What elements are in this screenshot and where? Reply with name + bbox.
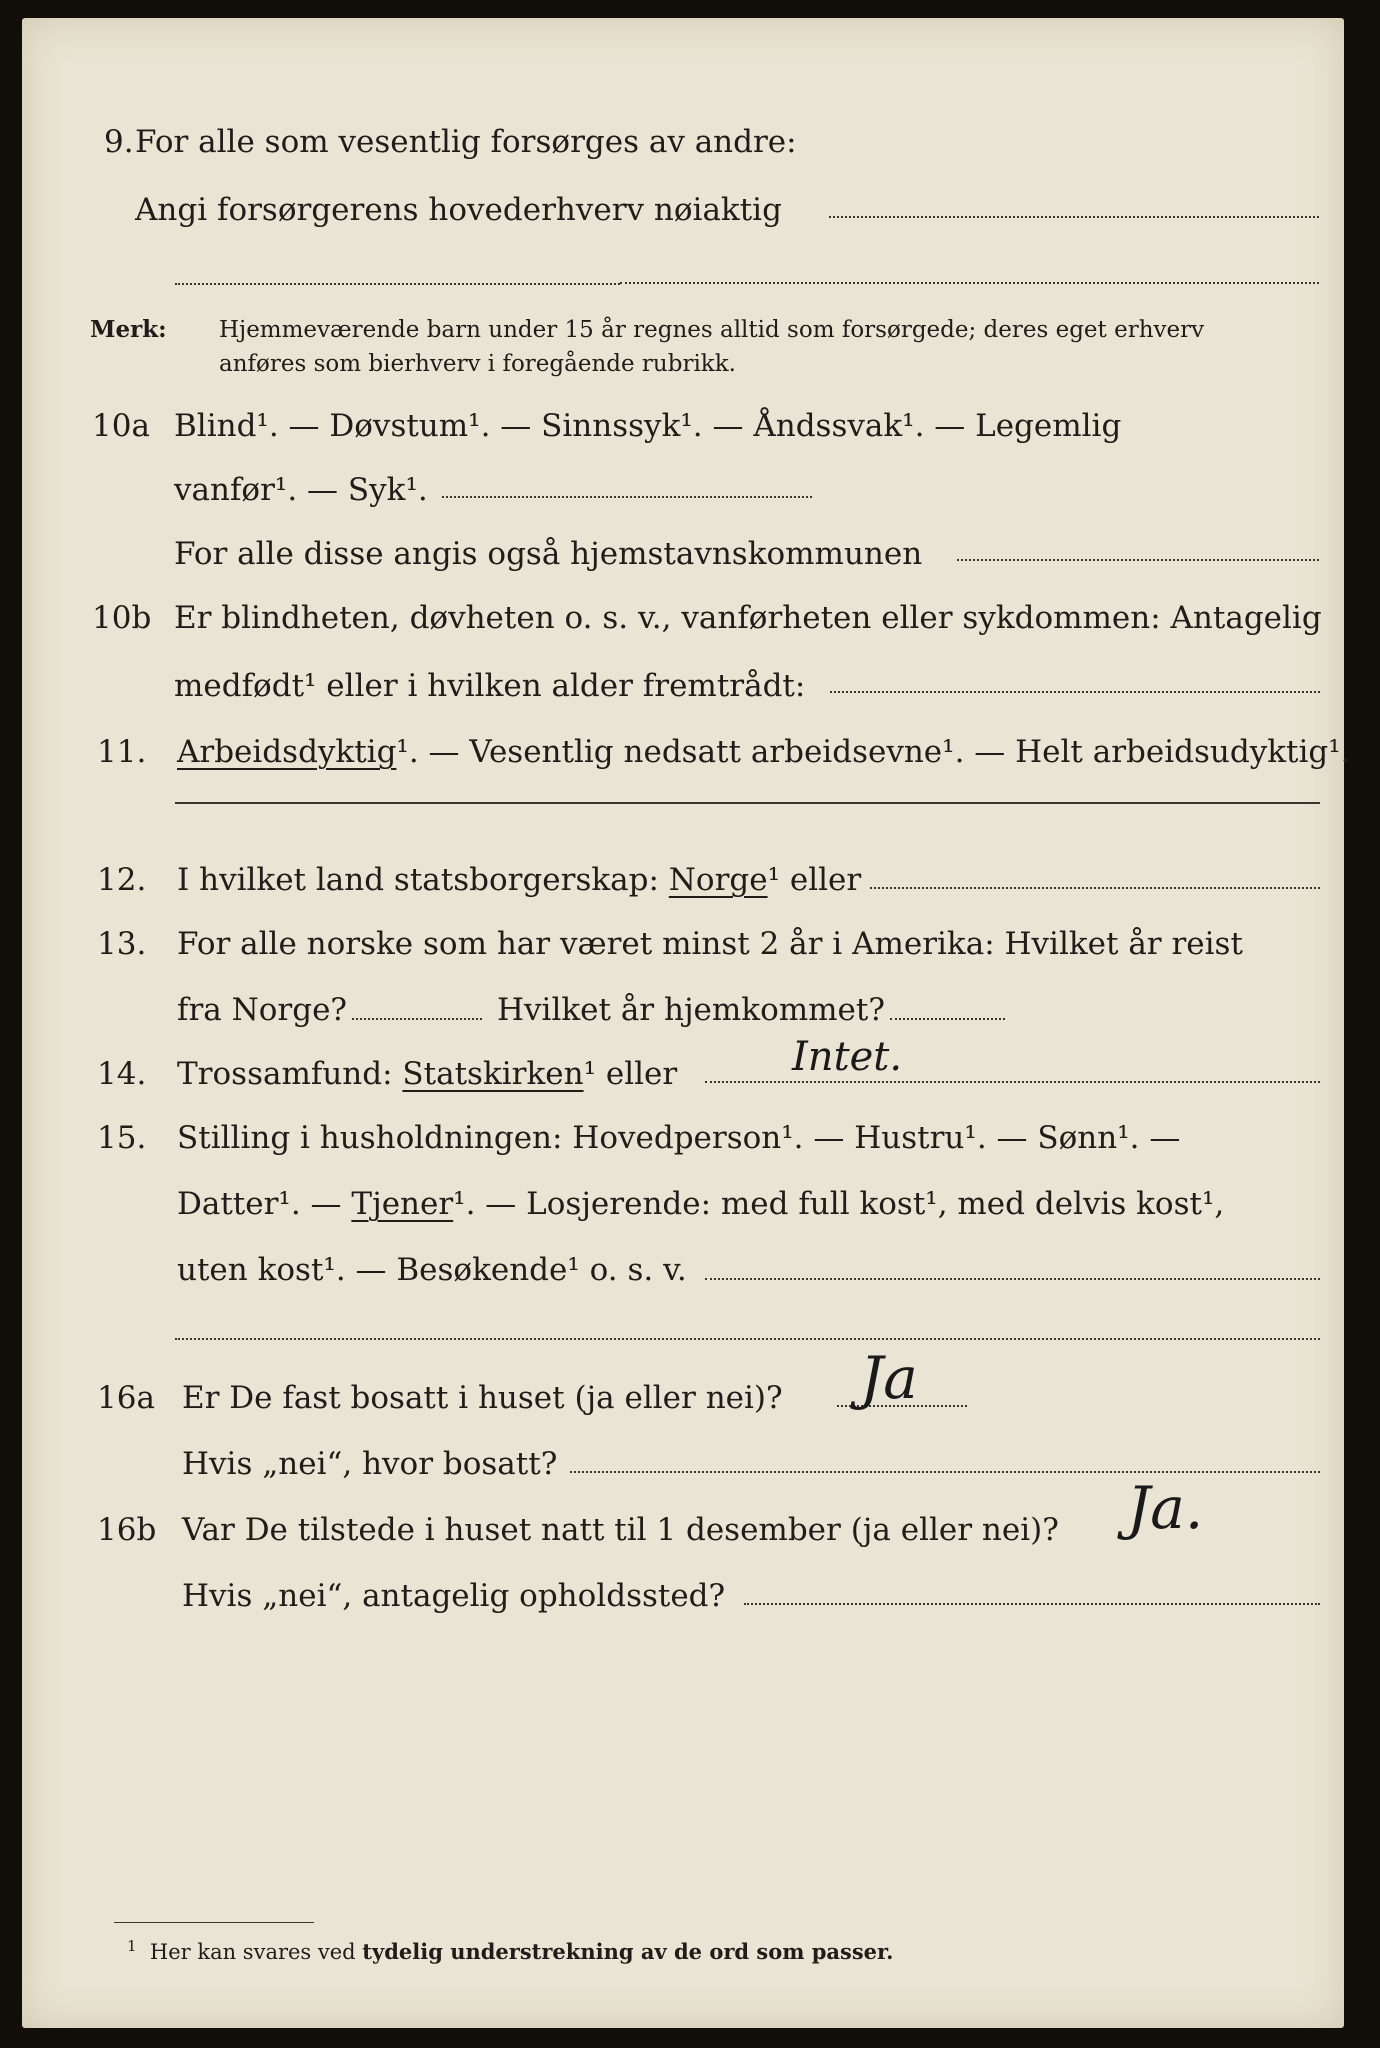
q15-line3: uten kost¹. — Besøkende¹ o. s. v. [177, 1252, 687, 1288]
q14-prefix: Trossamfund: [177, 1056, 403, 1092]
q14-answer-line [705, 1081, 1320, 1083]
footnote-bold-text: tydelig understrekning av de ord som passer. [362, 1939, 894, 1964]
q9-extra-line-right [620, 282, 1319, 284]
q15-line2 [177, 1184, 1224, 1224]
q11-rest: ¹. — Vesentlig nedsatt arbeidsevne¹. — Helt arbeidsudyktig¹. [396, 734, 1351, 770]
census-form-page [22, 18, 1351, 2028]
q13-hjemkommet-line [890, 1018, 1005, 1020]
q13-line2b: Hvilket år hjemkommet? [497, 992, 885, 1028]
q15-line2a: Datter¹. — [177, 1186, 352, 1222]
q16a-number: 16a [97, 1380, 155, 1416]
q10b-line1: Er blindheten, døvheten o. s. v., vanførheten eller sykdommen: Antagelig [174, 600, 1322, 636]
q15-tjener: Tjener [351, 1186, 454, 1222]
q9-extra-line-left [175, 283, 620, 285]
q12-number: 12. [97, 862, 147, 898]
q16b-handwritten-answer: Ja. [1127, 1474, 1204, 1542]
q9-line1: For alle som vesentlig forsørges av andre: [135, 124, 797, 160]
q9-number: 9. [104, 124, 134, 160]
q11-answer-line [175, 802, 1320, 804]
footnote-text: Her kan svares ved [149, 1940, 363, 1964]
merk-line1: Hjemmeværende barn under 15 år regnes alltid som forsørgede; deres eget erhverv [219, 317, 1205, 343]
q10a-number: 10a [92, 408, 150, 444]
footnote-rule [114, 1922, 314, 1923]
q15-extra-line [175, 1338, 1320, 1340]
q16a-bosatt-line [570, 1471, 1320, 1473]
q14-number: 14. [97, 1056, 147, 1092]
q10a-line3: For alle disse angis også hjemstavnskommunen [174, 536, 923, 572]
q10b-answer-line [830, 691, 1320, 693]
q11-number: 11. [97, 734, 147, 770]
q10b-line2: medfødt¹ eller i hvilken alder fremtrådt: [174, 668, 806, 704]
q16a-line1: Er De fast bosatt i huset (ja eller nei)? [182, 1380, 783, 1416]
q16a-line2: Hvis „nei“, hvor bosatt? [182, 1446, 558, 1482]
q12-norge: Norge [668, 862, 768, 898]
q10a-syk-line [442, 496, 812, 498]
q16b-line2: Hvis „nei“, antagelig opholdssted? [182, 1578, 726, 1614]
q14-handwritten-answer: Intet. [792, 1034, 903, 1080]
q9-answer-line [829, 216, 1319, 218]
q15-answer-line [705, 1278, 1320, 1280]
q16b-opholdssted-line [744, 1603, 1320, 1605]
q14-statskirken: Statskirken [402, 1056, 584, 1092]
q12-prefix: I hvilket land statsborgerskap: [177, 862, 669, 898]
q15-number: 15. [97, 1120, 147, 1156]
merk-label: Merk: [90, 316, 167, 343]
q14-suffix: ¹ eller [583, 1056, 678, 1092]
q15-line2b: ¹. — Losjerende: med full kost¹, med delvis kost¹, [453, 1186, 1225, 1222]
q14-line [177, 1054, 677, 1094]
q16b-line1: Var De tilstede i huset natt til 1 desember (ja eller nei)? [182, 1512, 1059, 1548]
q16b-number: 16b [97, 1512, 157, 1548]
footnote-mark: 1 [127, 1937, 137, 1955]
q11-arbeidsdyktig: Arbeidsdyktig [177, 734, 397, 770]
q13-number: 13. [97, 926, 147, 962]
footnote [127, 1930, 894, 1968]
q11-line [177, 732, 1351, 772]
merk-line2: anføres som bierhverv i foregående rubrikk. [219, 351, 736, 377]
q10a-line1: Blind¹. — Døvstum¹. — Sinnssyk¹. — Åndssvak¹. — Legemlig [174, 408, 1122, 444]
q15-line1: Stilling i husholdningen: Hovedperson¹. — Hustru¹. — Sønn¹. — [177, 1120, 1181, 1156]
q10a-line2: vanfør¹. — Syk¹. [174, 472, 428, 508]
q16a-handwritten-answer: Ja [860, 1344, 918, 1412]
q12-answer-line [870, 887, 1320, 889]
q9-line2: Angi forsørgerens hovederhverv nøiaktig [135, 192, 782, 228]
q12-line [177, 860, 861, 900]
q13-reist-line [352, 1018, 482, 1020]
q10a-kommune-line [957, 559, 1319, 561]
q12-suffix: ¹ eller [767, 862, 862, 898]
q13-line2a: fra Norge? [177, 992, 348, 1028]
q10b-number: 10b [92, 600, 152, 636]
q13-line1: For alle norske som har været minst 2 år i Amerika: Hvilket år reist [177, 926, 1243, 962]
